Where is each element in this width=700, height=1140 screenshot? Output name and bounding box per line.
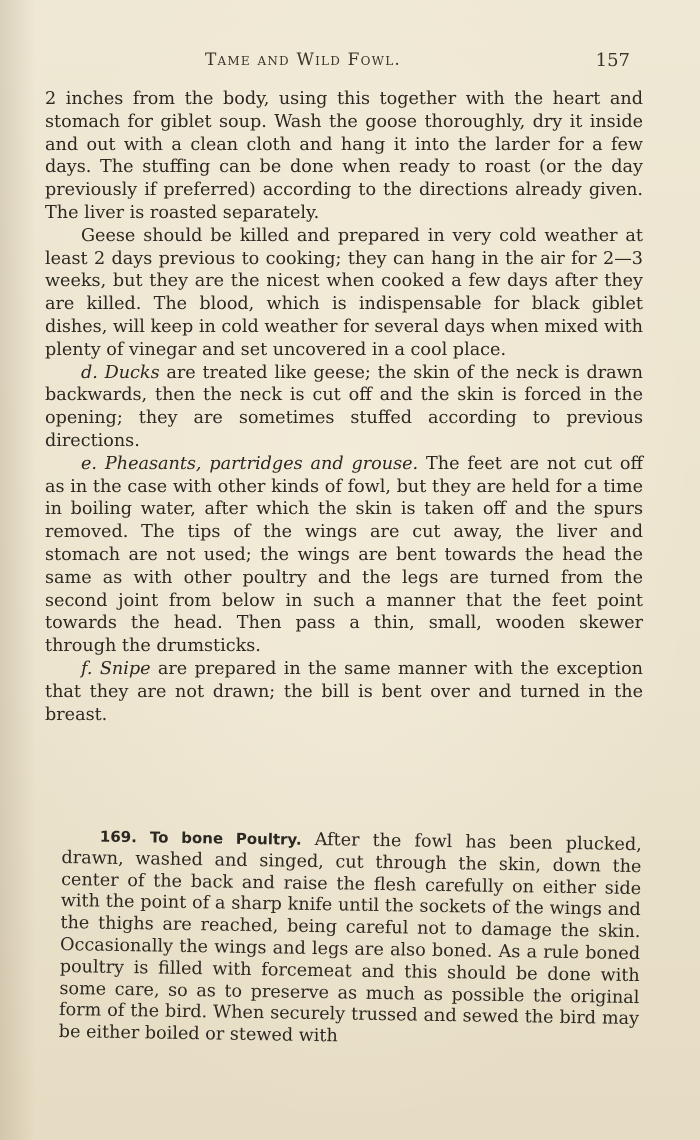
item-subject: Pheasants, partridges and grouse. (104, 453, 419, 474)
paragraph-goose-giblets: 2 inches from the body, using this together with the heart and stomach for giblet soup. Wash the goose thoroughly, dry it inside and out with a clean cloth and hang it into the larder for a few days. The stuffing can be done when ready to roast (or the day previously if preferred) according to the directions already given. The liver is roasted separately. (45, 89, 643, 223)
section-title: To bone Poultry. (149, 828, 302, 849)
page-number: 157 (595, 50, 630, 71)
paragraph-geese-killing: Geese should be killed and prepared in very cold weather at least 2 days previous to cooking; they can hang in the air for 2—3 weeks, but they are the nicest when cooked a few days after they are killed. The blood, which is indispensable for black giblet dishes, will keep in cold weather for several days when mixed with plenty of vinegar and set uncovered in a cool place. (45, 225, 643, 360)
section-169 (59, 826, 642, 1053)
page-gutter-shadow (0, 0, 36, 1140)
section-text: After the fowl has been plucked, drawn, washed and singed, cut through the skin, down the center of the back and raise the flesh carefully on either side with the point of a sharp knife until the sockets of the wings and the thighs are reached, being careful not to damage the skin. Occasionally the wings and legs are also boned. As a rule boned poultry is filled with forcemeat and this should be done with some care, so as to preserve as much as possible the original form of the bird. When securely trussed and sewed the bird may be either boiled or stewed with (58, 829, 642, 1047)
item-marker: f. (81, 658, 93, 679)
main-text (45, 88, 643, 726)
item-subject: Snipe (99, 658, 151, 679)
item-text: are prepared in the same manner with the exception that they are not drawn; the bill is bent over and turned in the breast. (45, 658, 644, 725)
paragraph-snipe (45, 658, 643, 726)
item-subject: Ducks (104, 362, 160, 383)
paragraph-ducks (45, 362, 643, 453)
item-marker: e. (81, 453, 98, 474)
item-text: The feet are not cut off as in the case with other kinds of fowl, but they are held for a time in boiling water, after which the skin is taken off and the spurs removed. The tips of the wings are cut away, the liver and stomach are not used; the wings are bent towards the head the same as with other poultry and the legs are turned from the second joint from below in such a manner that the feet point towards the head. Then pass a thin, small, wooden skewer through the drumsticks. (45, 453, 644, 657)
paragraph-pheasants (45, 453, 643, 658)
section-number: 169. (99, 827, 137, 847)
item-marker: d. (81, 362, 98, 383)
paragraph-bone-poultry (59, 826, 642, 1053)
running-head: Tame and Wild Fowl. (205, 50, 401, 70)
item-text: are treated like geese; the skin of the neck is drawn backwards, then the neck is cut off and the skin is forced in the opening; they are sometimes stuffed according to previous directions. (45, 362, 644, 451)
